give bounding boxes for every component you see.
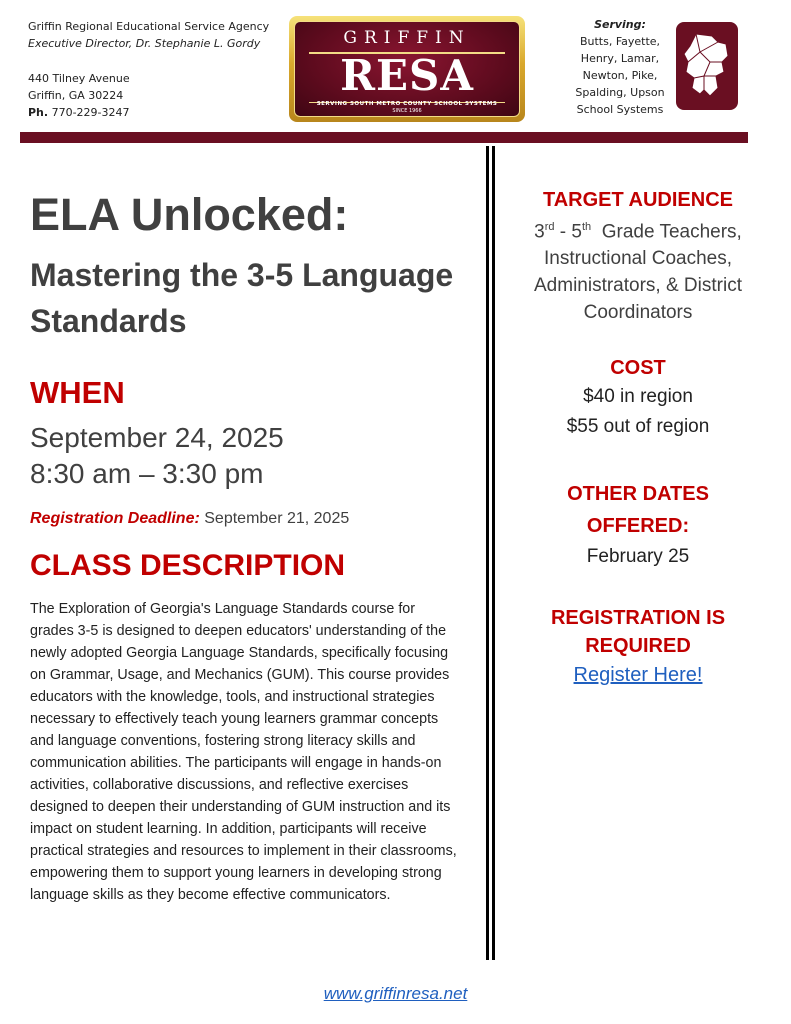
logo-word-resa: RESA (340, 51, 474, 100)
griffin-resa-logo (289, 16, 525, 122)
agency-info (28, 18, 269, 52)
logo-word-griffin: GRIFFIN (343, 28, 471, 48)
cost-section (510, 354, 766, 442)
deadline-label: Registration Deadline: (30, 510, 200, 527)
county-map-shape (682, 32, 732, 100)
grade-to-suffix: th (581, 221, 592, 233)
registration-deadline (30, 508, 349, 530)
column-divider (486, 146, 495, 960)
grade-to: - 5 (554, 221, 582, 243)
class-description-heading: CLASS DESCRIPTION (30, 549, 346, 582)
target-audience-heading: TARGET AUDIENCE (543, 189, 733, 211)
audience-line: Administrators, & District (534, 275, 742, 297)
audience-line: Instructional Coaches, (544, 248, 732, 270)
executive-director: Executive Director, Dr. Stephanie L. Gordy (28, 37, 261, 50)
other-dates-heading: OTHER DATES (567, 483, 709, 505)
serving-line: Spalding, Upson (575, 86, 665, 99)
serving-line: School Systems (576, 103, 664, 116)
phone-number: 770-229-3247 (48, 106, 130, 119)
audience-line: Coordinators (583, 302, 693, 324)
registration-heading: REGISTRATION IS (550, 607, 726, 629)
address-street: 440 Tilney Avenue (28, 72, 130, 85)
when-heading: WHEN (30, 375, 125, 410)
logo-plate (294, 21, 520, 117)
agency-name: Griffin Regional Educational Service Agency (28, 20, 270, 33)
course-subtitle: Mastering the 3-5 Language Standards (30, 257, 454, 339)
logo-since: SINCE 1966 (392, 108, 422, 114)
target-audience-section (510, 186, 766, 326)
registration-heading-2: REQUIRED (585, 635, 691, 657)
deadline-value: September 21, 2025 (199, 510, 350, 527)
course-title: ELA Unlocked: (30, 189, 349, 240)
audience-grades (510, 214, 766, 245)
serving-line: Newton, Pike, (582, 69, 658, 82)
other-date-value: February 25 (586, 546, 690, 567)
header-divider-bar (20, 132, 748, 143)
cost-out-of-region: $55 out of region (566, 416, 710, 437)
other-dates-section (510, 478, 766, 572)
agency-address (28, 70, 130, 121)
class-description-body: The Exploration of Georgia's Language Standards course for grades 3-5 is designed to deepen educators' understanding of the newly adopted Georgia Language Standards, specifically focusing on Grammar, Usage, and Mechanics (GUM). This course provides educators with the knowledge, tools, and instructional strategies necessary to effectively teach young learners grammar concepts and language conventions, fostering strong literacy skills and communication abilities. The participants will engage in hands-on activities, collaborative discussions, and reflective exercises designed to deepen their understanding of GUM instruction and its impact on student learning. In addition, participants will receive practical strategies and resources to implement in their classrooms, empowering them to support young learners in developing strong language skills as they become effective communicators. (30, 601, 457, 903)
cost-in-region: $40 in region (583, 386, 693, 407)
logo-tagline: SERVING SOUTH METRO COUNTY SCHOOL SYSTEMS (316, 101, 498, 107)
website-link[interactable]: www.griffinresa.net (323, 984, 468, 1003)
grade-from-suffix: rd (544, 221, 555, 233)
serving-line: Butts, Fayette, (579, 35, 661, 48)
serving-label: Serving: (594, 18, 646, 31)
registration-section (510, 604, 766, 690)
other-dates-heading-2: OFFERED: (586, 515, 690, 537)
audience-teachers: Grade Teachers, (591, 221, 742, 243)
address-city: Griffin, GA 30224 (28, 89, 124, 102)
cost-heading: COST (610, 357, 666, 379)
event-date: September 24, 2025 (30, 422, 284, 453)
serving-districts (570, 16, 670, 118)
event-time: 8:30 am – 3:30 pm (30, 458, 264, 489)
grade-from: 3 (534, 221, 545, 243)
georgia-counties-map-icon (676, 22, 738, 110)
phone-label: Ph. (28, 106, 49, 119)
register-here-link[interactable]: Register Here! (573, 664, 703, 686)
address-phone (28, 104, 130, 121)
serving-line: Henry, Lamar, (580, 52, 660, 65)
